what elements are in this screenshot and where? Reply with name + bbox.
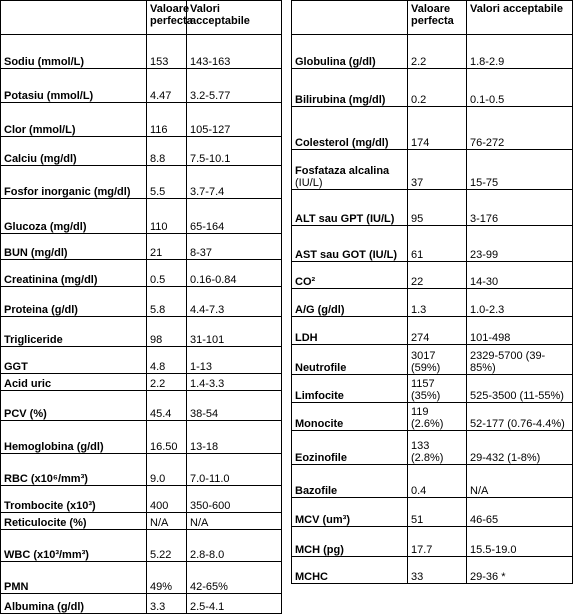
perfect-value: 1.3	[408, 289, 467, 317]
parameter-name-text: ALT sau GPT (IU/L)	[295, 213, 395, 225]
left-header-parameter	[1, 1, 147, 35]
acceptable-range: 2.5-4.1	[187, 594, 282, 614]
right-header-acceptable-range: Valori acceptabile	[467, 1, 573, 35]
left-values-table	[0, 0, 282, 614]
table-row	[292, 226, 573, 262]
acceptable-range: 2.8-8.0	[187, 530, 282, 562]
perfect-value: 51	[408, 498, 467, 527]
perfect-value: 5.8	[147, 287, 187, 317]
perfect-value: 45.4	[147, 391, 187, 421]
table-row	[292, 557, 573, 584]
parameter-name	[292, 190, 408, 226]
table-row	[292, 527, 573, 557]
acceptable-range: 38-54	[187, 391, 282, 421]
perfect-value: 1157 (35%)	[408, 375, 467, 403]
parameter-name: Potasiu (mmol/L)	[1, 69, 147, 103]
parameter-name: Calciu (mg/dl)	[1, 137, 147, 166]
parameter-name	[292, 317, 408, 345]
acceptable-range: 13-18	[187, 421, 282, 454]
perfect-value: 4.8	[147, 347, 187, 374]
parameter-name: Trombocite (x10³)	[1, 486, 147, 513]
acceptable-range: 42-65%	[187, 562, 282, 594]
table-row	[292, 465, 573, 498]
table-row	[1, 103, 282, 137]
acceptable-range: 2329-5700 (39-85%)	[467, 345, 573, 375]
table-row	[292, 345, 573, 375]
perfect-value: 3017 (59%)	[408, 345, 467, 375]
acceptable-range: 143-163	[187, 35, 282, 69]
perfect-value: 274	[408, 317, 467, 345]
parameter-name-text: LDH	[295, 332, 318, 344]
acceptable-range: 7.0-11.0	[187, 454, 282, 486]
parameter-name: PMN	[1, 562, 147, 594]
perfect-value: 9.0	[147, 454, 187, 486]
table-row	[1, 234, 282, 260]
parameter-name: WBC (x10³/mm³)	[1, 530, 147, 562]
perfect-value: 400	[147, 486, 187, 513]
acceptable-range: 31-101	[187, 317, 282, 347]
parameter-name	[292, 557, 408, 584]
parameter-name: Trigliceride	[1, 317, 147, 347]
perfect-value: 8.8	[147, 137, 187, 166]
parameter-name: RBC (x10⁶/mm³)	[1, 454, 147, 486]
perfect-value: 33	[408, 557, 467, 584]
perfect-value: 174	[408, 107, 467, 150]
parameter-name	[292, 375, 408, 403]
parameter-name-text: AST sau GOT (IU/L)	[295, 249, 398, 261]
perfect-value: 133 (2.8%)	[408, 431, 467, 465]
right-header-perfect-value: Valoare perfecta	[408, 1, 467, 35]
parameter-name: GGT	[1, 347, 147, 374]
left-header-row	[1, 1, 282, 35]
perfect-value: 21	[147, 234, 187, 260]
parameter-name: PCV (%)	[1, 391, 147, 421]
acceptable-range: 3-176	[467, 190, 573, 226]
parameter-name	[292, 262, 408, 289]
perfect-value: 61	[408, 226, 467, 262]
parameter-name: Fosfor inorganic (mg/dl)	[1, 166, 147, 199]
perfect-value: N/A	[147, 513, 187, 530]
parameter-name	[292, 465, 408, 498]
perfect-value: 110	[147, 199, 187, 234]
parameter-name	[292, 289, 408, 317]
parameter-name-text: MCH (pg)	[295, 544, 344, 556]
table-row	[1, 35, 282, 69]
table-row	[292, 150, 573, 190]
table-row	[1, 347, 282, 374]
parameter-name: Hemoglobina (g/dl)	[1, 421, 147, 454]
table-row	[292, 317, 573, 345]
parameter-name: Proteina (g/dl)	[1, 287, 147, 317]
parameter-name	[292, 431, 408, 465]
acceptable-range: 52-177 (0.76-4.4%)	[467, 403, 573, 431]
table-row	[1, 486, 282, 513]
acceptable-range: 23-99	[467, 226, 573, 262]
acceptable-range: 0.16-0.84	[187, 260, 282, 287]
perfect-value: 98	[147, 317, 187, 347]
table-row	[1, 454, 282, 486]
table-row	[292, 262, 573, 289]
acceptable-range: 525-3500 (11-55%)	[467, 375, 573, 403]
left-header-perfect-value: Valoare perfecta	[147, 1, 187, 35]
parameter-name: Sodiu (mmol/L)	[1, 35, 147, 69]
parameter-name	[292, 498, 408, 527]
perfect-value: 0.5	[147, 260, 187, 287]
acceptable-range: 15-75	[467, 150, 573, 190]
acceptable-range: 1.8-2.9	[467, 35, 573, 69]
parameter-name	[292, 107, 408, 150]
perfect-value: 3.3	[147, 594, 187, 614]
parameter-name-text: A/G (g/dl)	[295, 304, 345, 316]
acceptable-range: 29-432 (1-8%)	[467, 431, 573, 465]
acceptable-range: 101-498	[467, 317, 573, 345]
parameter-unit: (IU/L)	[295, 177, 323, 189]
parameter-name	[292, 527, 408, 557]
parameter-name	[292, 69, 408, 107]
table-row	[1, 562, 282, 594]
right-header-row	[292, 1, 573, 35]
parameter-name	[292, 403, 408, 431]
parameter-name-text: Neutrofile	[295, 362, 347, 374]
parameter-name-text: Eozinofile	[295, 452, 347, 464]
acceptable-range: 1-13	[187, 347, 282, 374]
parameter-name-text: Globulina (g/dl)	[295, 56, 376, 68]
parameter-name-text: MCHC	[295, 571, 328, 583]
parameter-name-text: MCV (um³)	[295, 514, 350, 526]
acceptable-range: 7.5-10.1	[187, 137, 282, 166]
perfect-value: 119 (2.6%)	[408, 403, 467, 431]
table-row	[1, 513, 282, 530]
acceptable-range: 76-272	[467, 107, 573, 150]
acceptable-range: 350-600	[187, 486, 282, 513]
table-row	[292, 190, 573, 226]
perfect-value: 5.22	[147, 530, 187, 562]
table-row	[1, 199, 282, 234]
acceptable-range: 4.4-7.3	[187, 287, 282, 317]
table-row	[292, 498, 573, 527]
perfect-value: 2.2	[408, 35, 467, 69]
parameter-name-text: Colesterol (mg/dl)	[295, 137, 389, 149]
acceptable-range: 1.0-2.3	[467, 289, 573, 317]
parameter-name: Acid uric	[1, 374, 147, 391]
perfect-value: 5.5	[147, 166, 187, 199]
parameter-name: Albumina (g/dl)	[1, 594, 147, 614]
parameter-name-text: Fosfataza alcalina	[295, 165, 390, 177]
table-row	[1, 69, 282, 103]
parameter-name: Reticulocite (%)	[1, 513, 147, 530]
perfect-value: 0.4	[408, 465, 467, 498]
table-row	[1, 374, 282, 391]
parameter-name	[292, 150, 408, 190]
table-row	[1, 166, 282, 199]
table-row	[1, 137, 282, 166]
perfect-value: 16.50	[147, 421, 187, 454]
table-row	[1, 594, 282, 614]
parameter-name-text: Bilirubina (mg/dl)	[295, 94, 386, 106]
parameter-name: Creatinina (mg/dl)	[1, 260, 147, 287]
parameter-name: BUN (mg/dl)	[1, 234, 147, 260]
right-values-table	[291, 0, 573, 584]
perfect-value: 49%	[147, 562, 187, 594]
acceptable-range: 0.1-0.5	[467, 69, 573, 107]
acceptable-range: 14-30	[467, 262, 573, 289]
parameter-name	[292, 226, 408, 262]
perfect-value: 116	[147, 103, 187, 137]
table-row	[1, 317, 282, 347]
acceptable-range: 8-37	[187, 234, 282, 260]
acceptable-range: 46-65	[467, 498, 573, 527]
right-header-parameter	[292, 1, 408, 35]
parameter-name-text: CO²	[295, 276, 316, 288]
perfect-value: 4.47	[147, 69, 187, 103]
left-header-acceptable-range: Valori acceptabile	[187, 1, 282, 35]
table-row	[1, 530, 282, 562]
parameter-name-text: Bazofile	[295, 485, 338, 497]
table-row	[292, 35, 573, 69]
parameter-name-text: Limfocite	[295, 390, 344, 402]
acceptable-range: 29-36 *	[467, 557, 573, 584]
acceptable-range: N/A	[187, 513, 282, 530]
table-row	[1, 287, 282, 317]
perfect-value: 95	[408, 190, 467, 226]
acceptable-range: 1.4-3.3	[187, 374, 282, 391]
perfect-value: 153	[147, 35, 187, 69]
parameter-name-text: Monocite	[295, 418, 344, 430]
acceptable-range: 3.2-5.77	[187, 69, 282, 103]
table-row	[1, 421, 282, 454]
table-row	[292, 375, 573, 403]
perfect-value: 0.2	[408, 69, 467, 107]
parameter-name	[292, 345, 408, 375]
perfect-value: 22	[408, 262, 467, 289]
acceptable-range: 3.7-7.4	[187, 166, 282, 199]
table-row	[1, 391, 282, 421]
perfect-value: 37	[408, 150, 467, 190]
table-row	[292, 289, 573, 317]
acceptable-range: N/A	[467, 465, 573, 498]
parameter-name	[292, 35, 408, 69]
acceptable-range: 65-164	[187, 199, 282, 234]
perfect-value: 2.2	[147, 374, 187, 391]
table-row	[292, 69, 573, 107]
table-row	[292, 431, 573, 465]
table-row	[292, 403, 573, 431]
parameter-name: Clor (mmol/L)	[1, 103, 147, 137]
table-row	[1, 260, 282, 287]
perfect-value: 17.7	[408, 527, 467, 557]
parameter-name: Glucoza (mg/dl)	[1, 199, 147, 234]
acceptable-range: 15.5-19.0	[467, 527, 573, 557]
table-row	[292, 107, 573, 150]
acceptable-range: 105-127	[187, 103, 282, 137]
